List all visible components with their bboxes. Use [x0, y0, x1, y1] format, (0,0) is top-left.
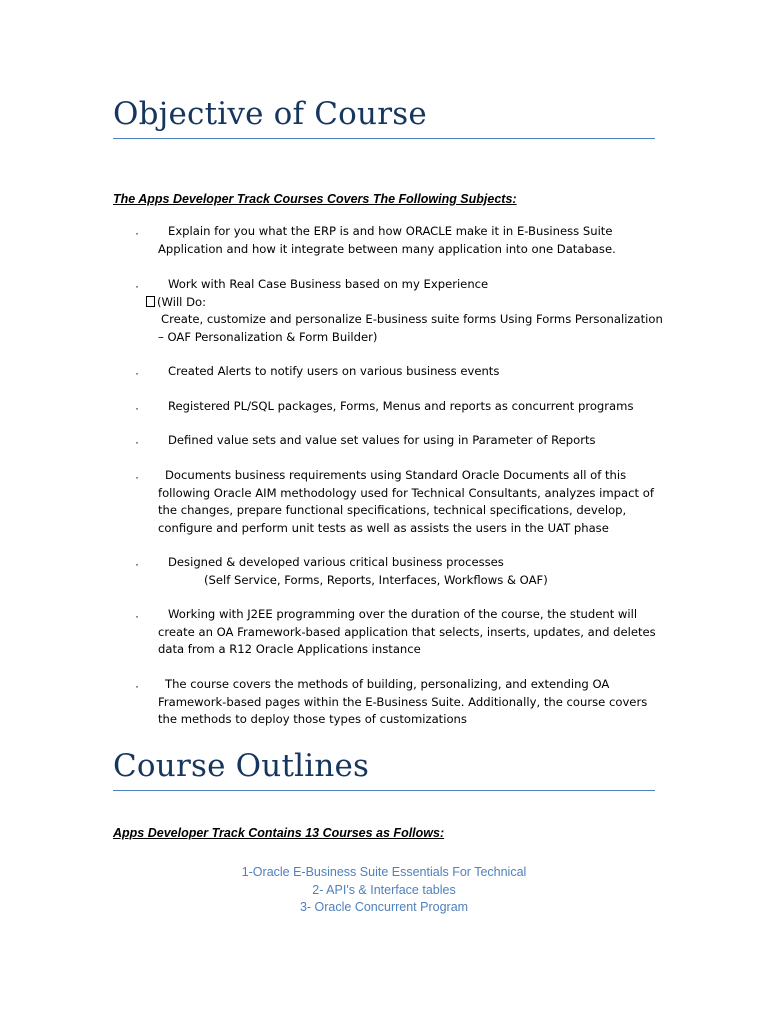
list-item-line: create an OA Framework-based application that selects, inserts, updates, and deletes: [158, 624, 656, 639]
list-item-line: following Oracle AIM methodology used for Technical Consultants, analyzes impact of: [158, 485, 654, 500]
course-list-item: 1-Oracle E-Business Suite Essentials For Technical: [241, 865, 527, 879]
objective-heading-rule: [113, 138, 655, 139]
course-list-item: 3- Oracle Concurrent Program: [299, 900, 469, 914]
bullet-marker: ·: [135, 401, 139, 415]
list-item-real-case: [157, 276, 663, 346]
course-list: [113, 864, 655, 917]
list-item-line: Created Alerts to notify users on various business events: [168, 364, 500, 378]
list-item-line: Framework-based pages within the E-Business Suite. Additionally, the course covers: [158, 694, 648, 709]
list-item-line: (Will Do:: [157, 294, 207, 309]
bullet-marker: ·: [135, 435, 139, 449]
bullet-marker: ·: [135, 470, 139, 484]
list-item-alerts: [158, 363, 658, 381]
bullet-marker: ·: [135, 279, 139, 293]
list-item-oa-framework: [158, 676, 658, 729]
course-outlines-heading: Course Outlines: [113, 748, 370, 784]
list-item-line: Defined value sets and value set values for using in Parameter of Reports: [168, 433, 596, 447]
objective-heading: Objective of Course: [113, 96, 427, 132]
list-item-business-processes: [158, 554, 658, 589]
bullet-marker: ·: [135, 557, 139, 571]
list-item-line: – OAF Personalization & Form Builder): [158, 329, 378, 344]
course-outlines-subtitle: Apps Developer Track Contains 13 Courses as Follows:: [113, 826, 445, 840]
missing-glyph-icon: [146, 296, 155, 307]
list-item-line: Work with Real Case Business based on my Experience: [168, 277, 489, 291]
bullet-marker: ·: [135, 226, 139, 240]
list-item-line: Designed & developed various critical business processes: [168, 555, 504, 569]
list-item-line: the methods to deploy those types of customizations: [158, 712, 467, 726]
list-item-line: Application and how it integrate between many application into one Database.: [158, 241, 616, 256]
list-item-line: Working with J2EE programming over the duration of the course, the student will: [168, 607, 638, 621]
list-item-erp: [158, 223, 658, 258]
list-item-line: Explain for you what the ERP is and how ORACLE make it in E-Business Suite: [168, 224, 613, 238]
course-list-item: 2- API's & Interface tables: [312, 882, 456, 897]
list-item-line: Registered PL/SQL packages, Forms, Menus and reports as concurrent programs: [168, 399, 634, 413]
course-outlines-heading-rule: [113, 790, 655, 791]
list-item-documents: [158, 467, 658, 537]
list-item-j2ee: [158, 606, 658, 659]
list-item-line: the changes, prepare functional specifications, technical specifications, develop,: [158, 503, 627, 517]
bullet-marker: ·: [135, 679, 139, 693]
bullet-marker: ·: [135, 609, 139, 623]
list-item-line: data from a R12 Oracle Applications instance: [158, 642, 421, 656]
list-item-line-will-do: [146, 294, 658, 312]
list-item-line: configure and perform unit tests as well as assists the users in the UAT phase: [158, 520, 609, 535]
objective-subtitle: The Apps Developer Track Courses Covers The Following Subjects:: [113, 192, 517, 206]
list-item-value-sets: [158, 432, 658, 450]
list-item-line: The course covers the methods of building, personalizing, and extending OA: [165, 677, 610, 691]
list-item-line: Documents business requirements using Standard Oracle Documents all of this: [165, 468, 627, 482]
list-item-plsql: [158, 398, 658, 416]
list-item-line: Create, customize and personalize E-business suite forms Using Forms Personalization: [161, 312, 663, 326]
list-item-line: (Self Service, Forms, Reports, Interfaces, Workflows & OAF): [204, 572, 548, 587]
bullet-marker: ·: [135, 366, 139, 380]
